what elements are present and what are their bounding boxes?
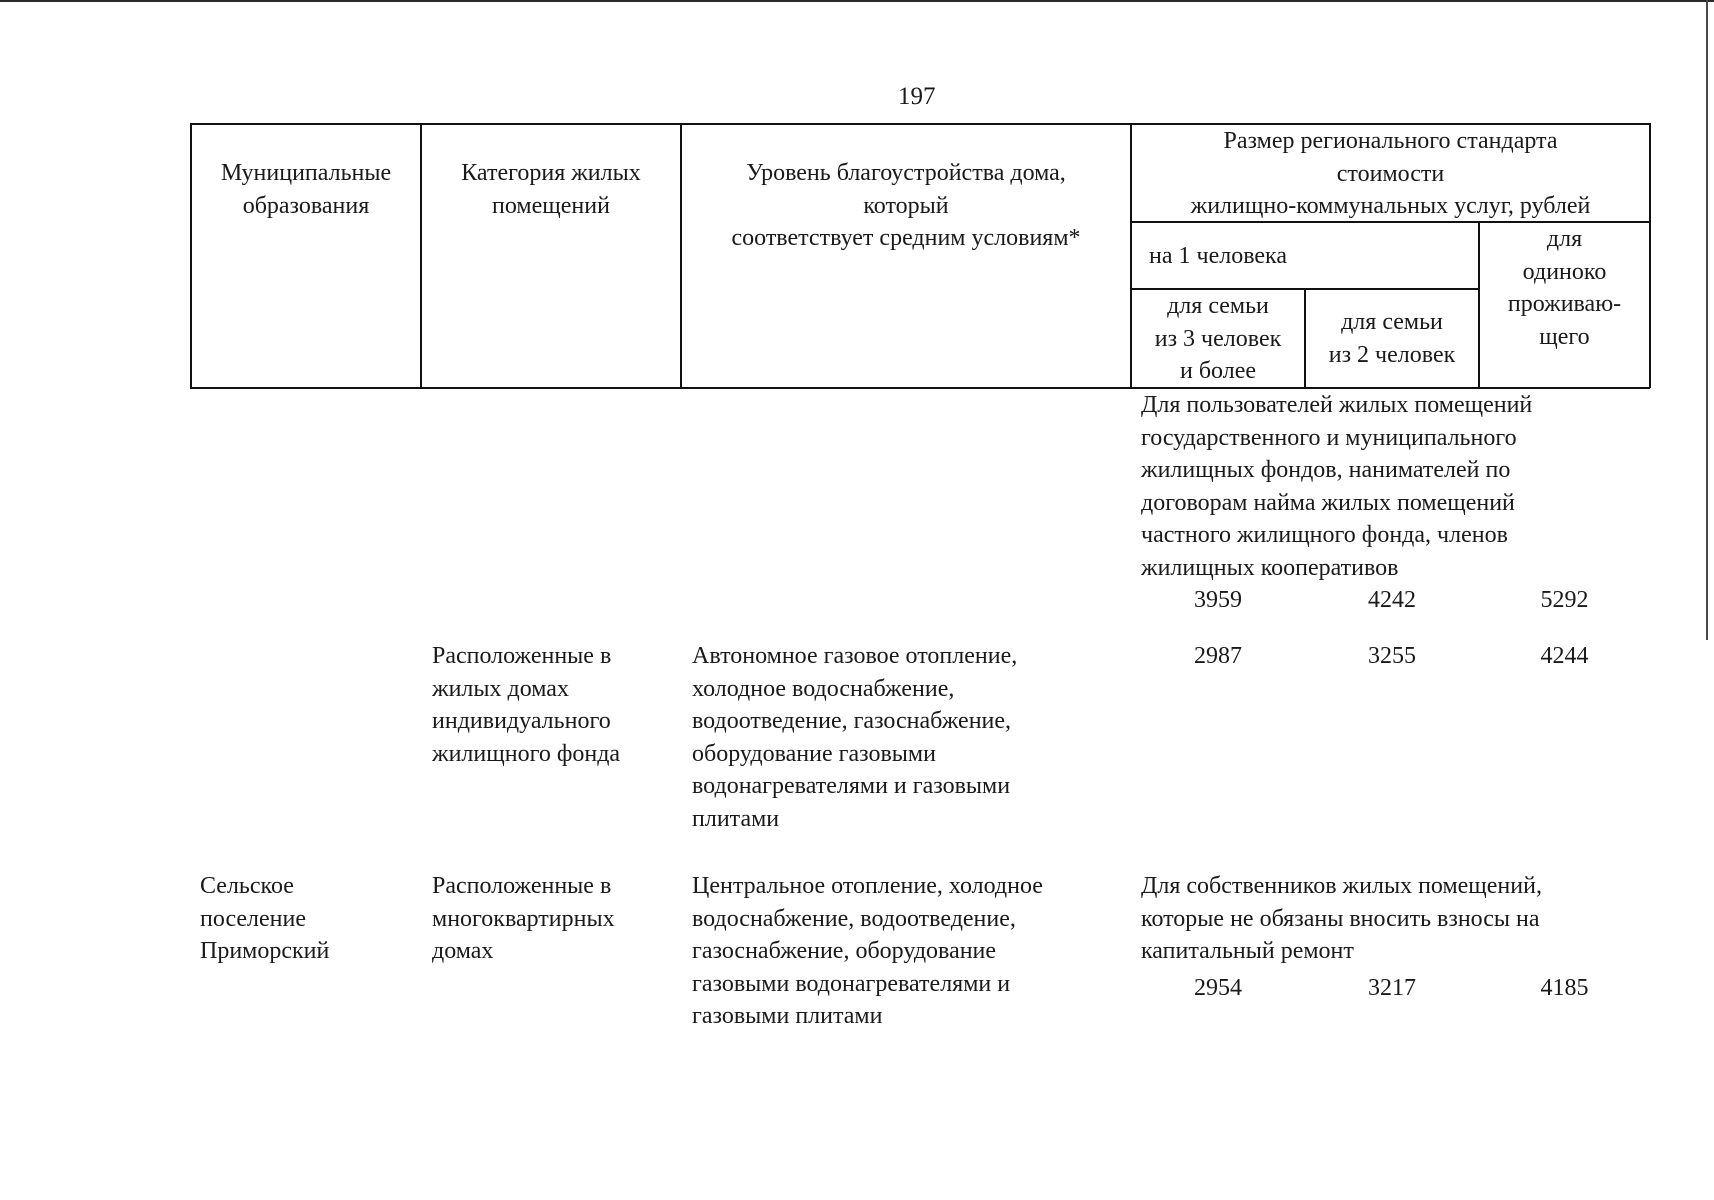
header-family3: для семьи из 3 человек и более [1154,293,1282,385]
header-municipal: Муниципальные образования [220,160,392,219]
header-single: для одиноко проживаю- щего [1507,226,1622,350]
row1-value-single: 4244 [1540,643,1589,669]
row1-level: Автономное газовое отопление, холодное водоснабжение, водоотведение, газоснабжение, оборудование газовыми водонагревателями и газовыми плитами [692,643,1018,832]
row0-value-single: 5292 [1540,587,1589,613]
row1-value-family2: 3255 [1368,643,1416,669]
page-number: 197 [898,83,936,110]
col-border-right [1649,123,1651,388]
row1-category: Расположенные в жилых домах индивидуального жилищного фонда [432,643,621,767]
header-per-person: на 1 человека [1149,243,1287,269]
row2-value-single: 4185 [1540,975,1589,1001]
row0-note: Для пользователей жилых помещений государственного и муниципального жилищных фондов, нанимателей по договорам найма жилых помещений частного жилищного фонда, членов жилищных кооперативов [1141,392,1533,581]
row2-category: Расположенные в многоквартирных домах [432,873,615,965]
header-family2: для семьи из 2 человек [1328,309,1456,368]
row2-value-family3: 2954 [1194,975,1242,1001]
scan-top-edge [0,0,1714,2]
row0-value-family3: 3959 [1194,587,1242,613]
row2-level: Центральное отопление, холодное водоснабжение, водоотведение, газоснабжение, оборудование газовыми водонагревателями и газовыми плитами [692,873,1043,1030]
header-size: Размер регионального стандарта стоимости жилищно-коммунальных услуг, рублей [1190,128,1591,220]
row2-value-family2: 3217 [1368,975,1416,1001]
row1-value-family3: 2987 [1194,643,1242,669]
header-level: Уровень благоустройства дома, который соответствует средним условиям* [731,160,1081,252]
header-category: Категория жилых помещений [461,160,641,219]
scan-right-edge [1706,0,1708,640]
row0-value-family2: 4242 [1368,587,1416,613]
row2-note: Для собственников жилых помещений, которые не обязаны вносить взносы на капитальный ремонт [1141,873,1542,965]
row2-municipal: Сельское поселение Приморский [200,873,330,965]
